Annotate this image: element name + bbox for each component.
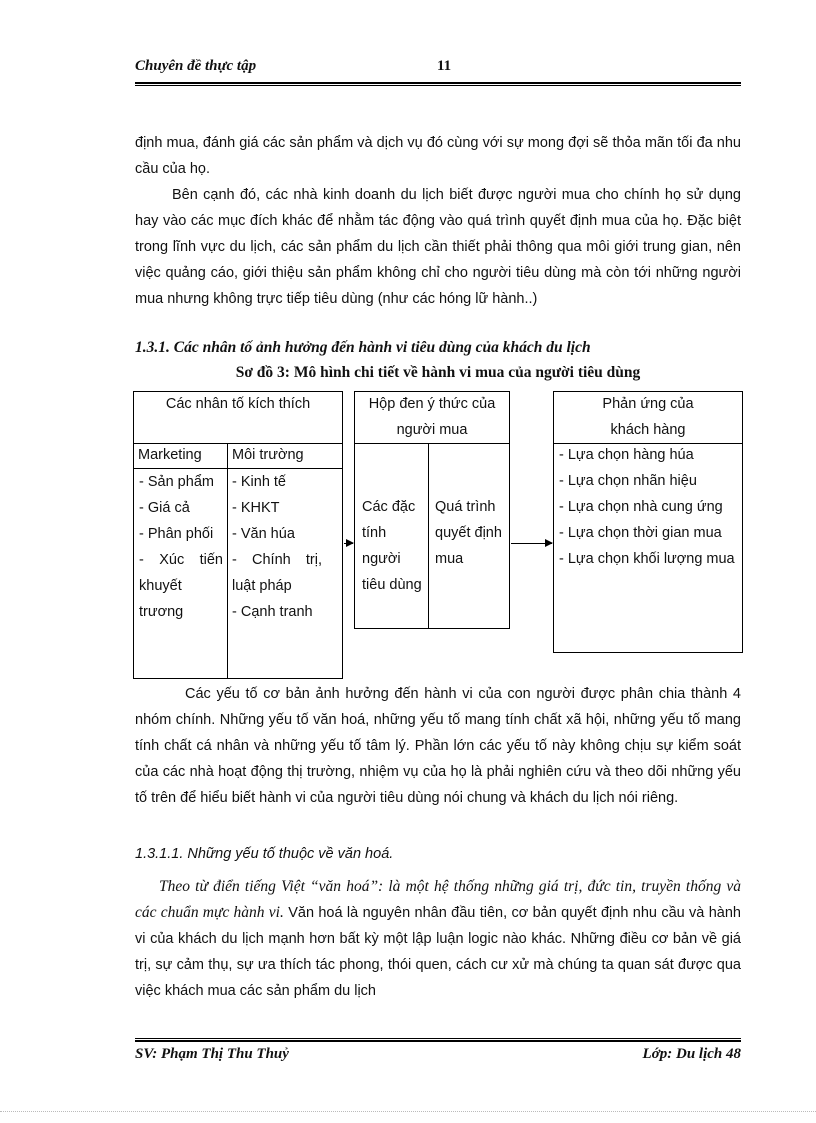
paragraph: Bên cạnh đó, các nhà kinh doanh du lịch biết được người mua cho chính họ sử dụng hay vào các mục đích khác để nhằm tác động vào quá trình quyết định mua của họ. Đặc biệt trong lĩnh vực du lịch, các sản phẩm du lịch cần thiết phải thông qua môi giới trung gian, nên việc quảng cáo, giới thiệu sản phẩm không chỉ cho người tiêu dùng mà còn tới những người mua nhưng không trực tiếp tiêu dùng (như các hóng lữ hành..): [135, 187, 741, 307]
consumer-traits: Các đặc tính người tiêu dùng: [362, 499, 422, 593]
list-item: - Lựa chọn thời gian mua: [559, 525, 722, 541]
stimuli-title: Các nhân tố kích thích: [165, 396, 311, 412]
black-box-title: Hộp đen ý thức của người mua: [368, 396, 496, 438]
environment-header: Môi trường: [232, 447, 304, 463]
subsection-heading: 1.3.1.1. Những yếu tố thuộc về văn hoá.: [135, 846, 394, 862]
page-number: 11: [437, 58, 452, 74]
response-title: Phản ứng của khách hàng: [602, 396, 694, 438]
paragraph: Các yếu tố cơ bản ảnh hưởng đến hành vi của con người được phân chia thành 4 nhóm chính. Những yếu tố văn hoá, những yếu tố mang tính chất xã hội, những yếu tố mang tính chất cá nhân và những yếu tố tâm lý. Phần lớn các yếu tố này không chịu sự kiểm soát của các nhà hoạt động thị trường, nhiệm vụ của họ là phải nghiên cứu và theo dõi những yếu tố trên để hiểu biết hành vi của người tiêu dùng nói chung và khách du lịch nói riêng.: [135, 686, 741, 806]
header-title: Chuyên đề thực tập: [135, 58, 257, 74]
list-item: - Lựa chọn nhãn hiệu: [559, 473, 697, 489]
divider: [227, 443, 228, 679]
diagram-caption: Sơ đồ 3: Mô hình chi tiết về hành vi mua của người tiêu dùng: [235, 364, 641, 381]
paragraph: Văn hoá là nguyên nhân đầu tiên, cơ bản quyết định nhu cầu và hành vi của khách du lịch mạnh hơn bất kỳ một lập luận logic nào khác. Những điều cơ bản về giá trị, sự cảm thụ, sự ưa thích tác phong, thói quen, cách cư xử mà chúng ta quan sát được qua việc khách mua các sản phẩm du lịch: [135, 905, 741, 999]
footer-class: Lớp: Du lịch 48: [642, 1046, 741, 1062]
culture-paragraph: [135, 874, 741, 1004]
marketing-header: Marketing: [138, 447, 202, 463]
header-rule: [135, 82, 741, 86]
list-item: - Lựa chọn hàng húa: [559, 447, 694, 463]
intro-paragraphs: [135, 130, 741, 312]
decision-process: Quá trình quyết định mua: [435, 499, 502, 567]
list-item: - KHKT: [232, 500, 280, 516]
buyer-behavior-diagram: [133, 391, 745, 679]
list-item: - Lựa chọn nhà cung ứng: [559, 499, 723, 515]
footer-student: SV: Phạm Thị Thu Thuỷ: [135, 1046, 289, 1062]
page-header: [135, 58, 741, 80]
list-item: - Văn húa: [232, 526, 295, 542]
arrow-right-icon: [344, 543, 353, 544]
response-list: [559, 442, 735, 572]
arrow-right-icon: [511, 543, 552, 544]
section-heading: 1.3.1. Các nhân tố ảnh hưởng đến hành vi tiêu dùng của khách du lịch: [135, 339, 591, 356]
list-item: - Cạnh tranh: [232, 604, 313, 620]
list-item: - Giá cả: [139, 500, 190, 516]
list-item: - Sản phẩm: [139, 474, 214, 490]
definition-quote: Theo từ điển tiếng Việt “văn hoá”: là một hệ thống những giá trị, đức tin, truyền thống và các chuẩn mực hành vi.: [135, 878, 741, 921]
list-item: - Lựa chọn khối lượng mua: [559, 551, 735, 567]
divider: [428, 443, 429, 629]
list-item: - Xúc tiến khuyết trương: [139, 552, 223, 620]
list-item: - Chính trị, luật pháp: [232, 552, 322, 594]
page-edge: [0, 1111, 816, 1112]
footer-rule: [135, 1038, 741, 1042]
divider: [354, 443, 510, 444]
marketing-list: [139, 469, 223, 625]
environment-list: [232, 469, 322, 625]
list-item: - Kinh tế: [232, 474, 286, 490]
factors-paragraph: [135, 681, 741, 811]
paragraph: định mua, đánh giá các sản phẩm và dịch vụ đó cùng với sự mong đợi sẽ thỏa mãn tối đa nhu cầu của họ.: [135, 135, 741, 177]
list-item: - Phân phối: [139, 526, 214, 542]
